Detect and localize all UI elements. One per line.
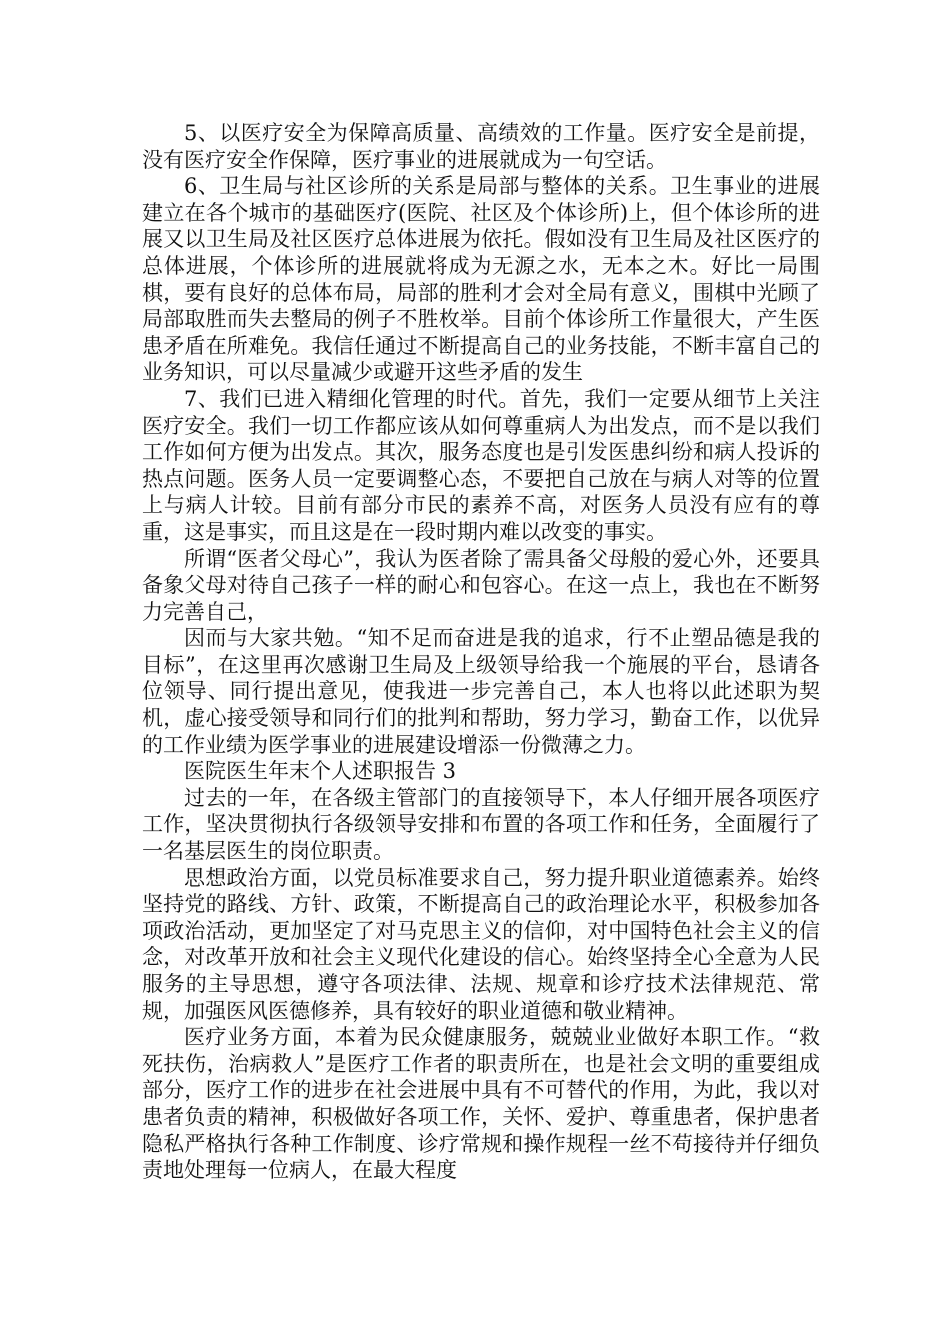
paragraph-parents-heart: 所谓“医者父母心”，我认为医者除了需具备父母般的爱心外，还要具备象父母对待自己孩子一样的耐心和包容心。在这一点上，我也在不断努力完善自己， [142, 546, 820, 624]
paragraph-past-year: 过去的一年，在各级主管部门的直接领导下，本人仔细开展各项医疗工作，坚决贯彻执行各级领导安排和布置的各项工作和任务，全面履行了一名基层医生的岗位职责。 [142, 785, 820, 864]
paragraph-item-6: 6、卫生局与社区诊所的关系是局部与整体的关系。卫生事业的进展建立在各个城市的基础医疗(医院、社区及个体诊所)上，但个体诊所的进展又以卫生局及社区医疗总体进展为依托。假如没有卫生局及社区医疗的总体进展，个体诊所的进展就将成为无源之水，无本之木。好比一局围棋，要有良好的总体布局，局部的胜利才会对全局有意义，围棋中光顾了局部取胜而失去整局的例子不胜枚举。目前个体诊所工作量很大，产生医患矛盾在所难免。我信任通过不断提高自己的业务技能，不断丰富自己的业务知识，可以尽量减少或避开这些矛盾的发生 [142, 174, 820, 385]
paragraph-item-5: 5、以医疗安全为保障高质量、高绩效的工作量。医疗安全是前提，没有医疗安全作保障，医疗事业的进展就成为一句空话。 [142, 121, 820, 172]
paragraph-item-7: 7、我们已进入精细化管理的时代。首先，我们一定要从细节上关注医疗安全。我们一切工作都应该从如何尊重病人为出发点，而不是以我们工作如何方便为出发点。其次，服务态度也是引发医患纠纷和病人投诉的热点问题。医务人员一定要调整心态，不要把自己放在与病人对等的位置上与病人计较。目前有部分市民的素养不高，对医务人员没有应有的尊重，这是事实，而且这是在一段时期内难以改变的事实。 [142, 386, 820, 544]
paragraph-medical-business: 医疗业务方面，本着为民众健康服务，兢兢业业做好本职工作。“救死扶伤，治病救人”是医疗工作者的职责所在，也是社会文明的重要组成部分，医疗工作的进步在社会进展中具有不可替代的作用，为此，我以对患者负责的精神，积极做好各项工作，关怀、爱护、尊重患者，保护患者隐私严格执行各种工作制度、诊疗常规和操作规程一丝不苟接待并仔细负责地处理每一位病人，在最大程度 [142, 1025, 820, 1183]
paragraph-encouragement: 因而与大家共勉。“知不足而奋进是我的追求，行不止塑品德是我的目标”，在这里再次感谢卫生局及上级领导给我一个施展的平台，恳请各位领导、同行提出意见，使我进一步完善自己，本人也将以此述职为契机，虚心接受领导和同行们的批判和帮助，努力学习，勤奋工作，以优异的工作业绩为医学事业的进展建设增添一份微薄之力。 [142, 626, 820, 757]
paragraph-political-thought: 思想政治方面，以党员标准要求自己，努力提升职业道德素养。始终坚持党的路线、方针、政策，不断提高自己的政治理论水平，积极参加各项政治活动，更加坚定了对马克思主义的信仰，对中国特色社会主义的信念，对改革开放和社会主义现代化建设的信心。始终坚持全心全意为人民服务的主导思想，遵守各项法律、法规、规章和诊疗技术法律规范、常规，加强医风医德修养，具有较好的职业道德和敬业精神。 [142, 865, 820, 1023]
document-page [142, 120, 820, 1184]
section-heading-report-3: 医院医生年末个人述职报告 3 [184, 759, 457, 784]
